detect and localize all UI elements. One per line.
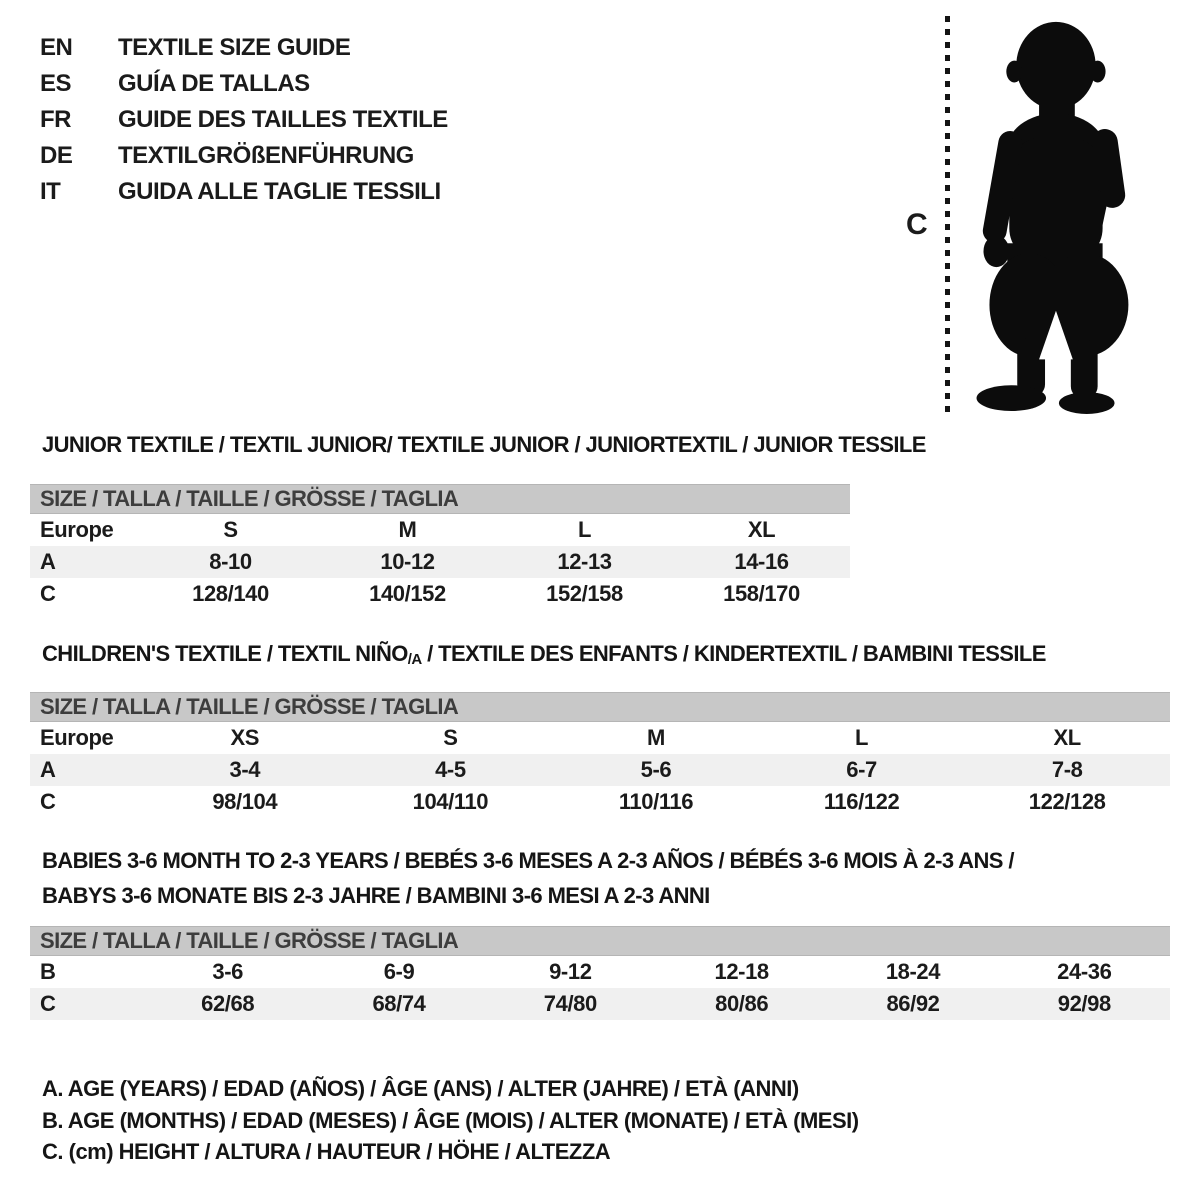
height-value: 62/68 xyxy=(201,991,255,1016)
babies-size-table xyxy=(30,926,1170,1020)
babies-title-line1: BABIES 3-6 MONTH TO 2-3 YEARS / BEBÉS 3-6 MESES A 2-3 AÑOS / BÉBÉS 3-6 MOIS À 2-3 ANS / xyxy=(42,848,1014,873)
language-title: TEXTILE SIZE GUIDE xyxy=(118,34,351,61)
language-title: GUIDA ALLE TAGLIE TESSILI xyxy=(118,178,441,205)
row-label: A xyxy=(40,757,56,782)
size-value: XL xyxy=(1053,725,1081,750)
size-value: L xyxy=(577,517,592,542)
language-code: ES xyxy=(40,70,72,97)
age-value: 4-5 xyxy=(435,757,466,782)
language-code: IT xyxy=(40,178,61,205)
height-dashed-line xyxy=(945,16,950,415)
children-title-rest: / TEXTILE DES ENFANTS / KINDERTEXTIL / BAMBINI TESSILE xyxy=(421,641,1046,666)
age-value: 12-13 xyxy=(557,549,612,574)
language-title: GUÍA DE TALLAS xyxy=(118,70,310,97)
toddler-silhouette-icon xyxy=(958,12,1140,414)
height-value: 80/86 xyxy=(715,991,769,1016)
children-size-table xyxy=(30,692,1170,818)
children-title-suffix: /A xyxy=(407,651,422,668)
size-value: S xyxy=(223,517,238,542)
table-row-europe xyxy=(30,514,850,546)
language-title: TEXTILGRÖßENFÜHRUNG xyxy=(118,142,414,169)
language-code: DE xyxy=(40,142,73,169)
language-row-de xyxy=(40,138,448,174)
age-value: 8-10 xyxy=(209,549,252,574)
months-value: 12-18 xyxy=(714,959,769,984)
row-label: Europe xyxy=(40,725,114,750)
height-value: 110/116 xyxy=(618,789,694,814)
size-header-bar: SIZE / TALLA / TAILLE / GRÖSSE / TAGLIA xyxy=(30,484,850,514)
legend-age-months: B. AGE (MONTHS) / EDAD (MESES) / ÂGE (MOIS) / ALTER (MONATE) / ETÀ (MESI) xyxy=(42,1107,859,1133)
table-row-age xyxy=(30,546,850,578)
row-label: C xyxy=(40,789,56,814)
language-row-en xyxy=(40,30,448,66)
babies-table-title xyxy=(42,843,1014,913)
size-value: L xyxy=(855,725,869,750)
junior-size-table xyxy=(30,484,850,610)
age-value: 3-4 xyxy=(229,757,261,782)
size-header-bar: SIZE / TALLA / TAILLE / GRÖSSE / TAGLIA xyxy=(30,692,1170,722)
row-label: Europe xyxy=(40,517,114,542)
language-row-es xyxy=(40,66,448,102)
months-value: 18-24 xyxy=(885,959,941,984)
height-value: 74/80 xyxy=(543,991,597,1016)
months-value: 6-9 xyxy=(383,959,415,984)
row-label: B xyxy=(40,959,56,984)
size-value: M xyxy=(647,725,665,750)
height-value: 140/152 xyxy=(369,581,446,606)
language-title: GUIDE DES TAILLES TEXTILE xyxy=(118,106,448,133)
table-row-height xyxy=(30,578,850,610)
age-value: 6-7 xyxy=(846,757,877,782)
months-value: 9-12 xyxy=(549,959,592,984)
row-label: C xyxy=(40,991,56,1016)
legend-height-cm: C. (cm) HEIGHT / ALTURA / HAUTEUR / HÖHE / ALTEZZA xyxy=(42,1139,611,1164)
table-row-months xyxy=(30,956,1170,988)
age-value: 14-16 xyxy=(734,549,789,574)
language-code: EN xyxy=(40,34,73,61)
language-code: FR xyxy=(40,106,71,133)
months-value: 24-36 xyxy=(1057,959,1112,984)
language-title-block xyxy=(40,30,448,210)
children-title-main: CHILDREN'S TEXTILE / TEXTIL NIÑO xyxy=(42,641,408,666)
table-row-age xyxy=(30,754,1170,786)
junior-table-title: JUNIOR TEXTILE / TEXTIL JUNIOR/ TEXTILE JUNIOR / JUNIORTEXTIL / JUNIOR TESSILE xyxy=(42,432,926,457)
legend-age-years: A. AGE (YEARS) / EDAD (AÑOS) / ÂGE (ANS) / ALTER (JAHRE) / ETÀ (ANNI) xyxy=(42,1076,799,1101)
height-value: 152/158 xyxy=(546,581,623,606)
age-value: 7-8 xyxy=(1051,757,1083,782)
height-value: 116/122 xyxy=(823,789,900,814)
height-measure-label: C xyxy=(906,208,928,241)
table-row-height xyxy=(30,786,1170,818)
age-value: 5-6 xyxy=(640,757,672,782)
size-value: XL xyxy=(747,517,776,542)
height-value: 92/98 xyxy=(1057,991,1111,1016)
children-table-title xyxy=(42,642,1046,672)
size-header-bar: SIZE / TALLA / TAILLE / GRÖSSE / TAGLIA xyxy=(30,926,1170,956)
months-value: 3-6 xyxy=(212,959,243,984)
height-value: 122/128 xyxy=(1028,789,1106,814)
language-row-it xyxy=(40,174,448,210)
size-value: XS xyxy=(230,725,260,750)
height-value: 128/140 xyxy=(192,581,269,606)
height-value: 68/74 xyxy=(372,991,426,1016)
height-value: 104/110 xyxy=(412,789,489,814)
age-value: 10-12 xyxy=(380,549,435,574)
legend-block xyxy=(42,1073,859,1168)
height-value: 86/92 xyxy=(886,991,940,1016)
language-row-fr xyxy=(40,102,448,138)
size-value: S xyxy=(443,725,458,750)
size-value: M xyxy=(398,517,417,542)
row-label: C xyxy=(40,581,56,606)
row-label: A xyxy=(40,549,56,574)
table-row-height xyxy=(30,988,1170,1020)
height-value: 98/104 xyxy=(212,789,278,814)
table-row-europe xyxy=(30,722,1170,754)
babies-title-line2: BABYS 3-6 MONATE BIS 2-3 JAHRE / BAMBINI 3-6 MESI A 2-3 ANNI xyxy=(42,883,710,908)
height-value: 158/170 xyxy=(723,581,800,606)
